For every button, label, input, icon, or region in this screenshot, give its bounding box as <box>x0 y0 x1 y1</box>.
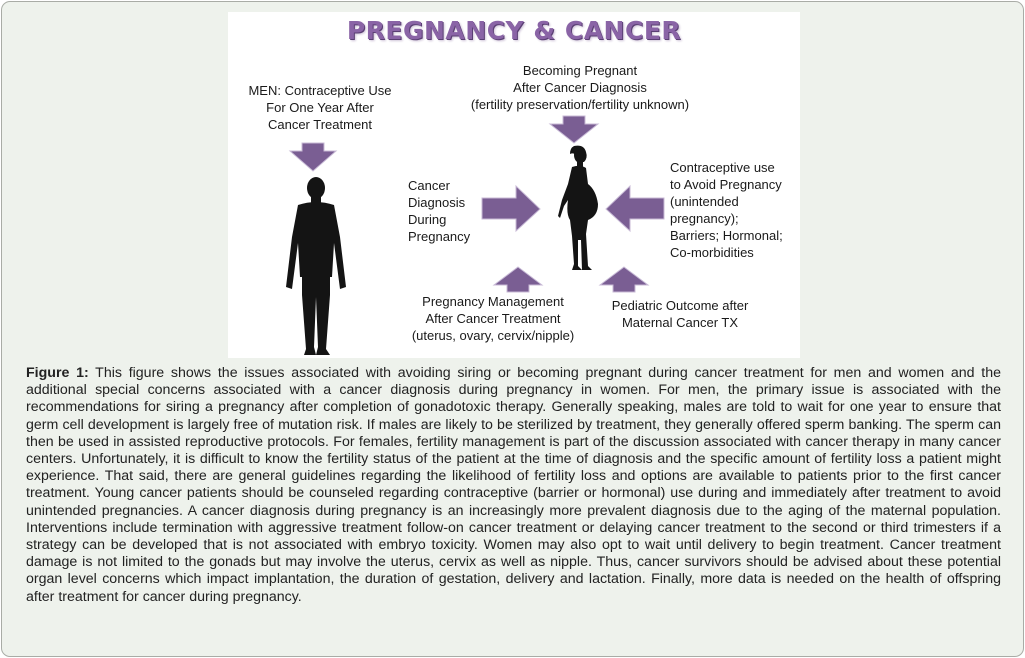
caption-prefix: Figure 1: <box>26 365 89 381</box>
cancer-diagnosis-label <box>408 177 488 245</box>
arrow-icon <box>606 186 666 232</box>
figure-image <box>228 12 800 358</box>
figure-title: PREGNANCY & CANCER <box>346 16 682 45</box>
becoming-label-line: After Cancer Diagnosis <box>513 80 647 95</box>
management-label-line: (uterus, ovary, cervix/nipple) <box>411 328 575 343</box>
contraceptive-label-line: pregnancy); <box>670 211 739 226</box>
contraceptive-label-line: Co-morbidities <box>670 245 754 260</box>
arrow-icon <box>492 267 544 293</box>
pregnant-woman-silhouette-icon <box>548 144 608 272</box>
management-label-line: After Cancer Treatment <box>425 311 561 326</box>
diagnosis-label-line: During <box>408 212 447 227</box>
contraceptive-label-line: Barriers; Hormonal; <box>670 228 783 243</box>
contraceptive-label-line: (unintended <box>670 194 739 209</box>
men-label-line: MEN: Contraceptive Use <box>248 83 392 98</box>
man-silhouette-icon <box>276 177 356 357</box>
men-label-line: For One Year After <box>266 100 374 115</box>
contraceptive-label-line: to Avoid Pregnancy <box>670 177 782 192</box>
diagnosis-label-line: Cancer <box>408 178 450 193</box>
men-label-line: Cancer Treatment <box>267 117 373 132</box>
management-label-line: Pregnancy Management <box>422 294 564 309</box>
caption-text: This figure shows the issues associated with avoiding siring or becoming pregnant during cancer treatment for men and women and the additional special concerns associated with a cancer diagnosis during pregnancy in women. For men, the primary issue is associated with the recommendations for siring a pregnancy after completion of gonadotoxic therapy. Generally speaking, males are told to wait for one year to ensure that germ cell development is largely free of mutation risk. If males are likely to be sterilized by treatment, they generally offered sperm banking. The sperm can then be used in assisted reproductive protocols. For females, fertility management is part of the discussion associated with cancer therapy in many cancer centers. Unfortunately, it is difficult to know the fertility status of the patient at the time of diagnosis and the specific amount of fertility loss a patient might experience. That said, there are general guidelines regarding the likelihood of fertility loss and options are available to patients prior to the first cancer treatment. Young cancer patients should be counseled regarding contraceptive (barrier or hormonal) use during and immediately after treatment to avoid unintended pregnancies. A cancer diagnosis during pregnancy is an increasingly more prevalent diagnosis due to the aging of the maternal population. Interventions include termination with aggressive treatment follow-on cancer treatment or delaying cancer treatment to the second or third trimesters if a strategy can be developed that is not associated with embryo toxicity. Women may also opt to wait until delivery to begin treatment. Cancer treatment damage is not limited to the gonads but may involve the uterus, cervix as well as nipple. Thus, cancer survivors should be advised about these potential organ level concerns which impact implantation, the duration of gestation, delivery and lactation. Finally, more data is needed on the health of offspring after treatment for cancer during pregnancy. <box>26 365 1001 605</box>
arrow-icon <box>548 116 600 144</box>
arrow-icon <box>288 143 338 173</box>
men-contraceptive-label <box>235 82 405 133</box>
arrow-icon <box>482 186 542 232</box>
contraceptive-label-line: Contraceptive use <box>670 160 775 175</box>
becoming-pregnant-label <box>451 62 709 113</box>
figure-caption <box>26 365 1001 606</box>
pediatric-label-line: Pediatric Outcome after <box>611 298 749 313</box>
contraceptive-use-label <box>670 159 798 261</box>
diagnosis-label-line: Pregnancy <box>408 229 471 244</box>
becoming-label-line: Becoming Pregnant <box>522 63 638 78</box>
pediatric-outcome-label <box>600 297 760 331</box>
pediatric-label-line: Maternal Cancer TX <box>621 315 739 330</box>
becoming-label-line: (fertility preservation/fertility unknown) <box>470 97 690 112</box>
figure-frame <box>1 1 1024 657</box>
diagnosis-label-line: Diagnosis <box>408 195 466 210</box>
pregnancy-management-label <box>398 293 588 344</box>
